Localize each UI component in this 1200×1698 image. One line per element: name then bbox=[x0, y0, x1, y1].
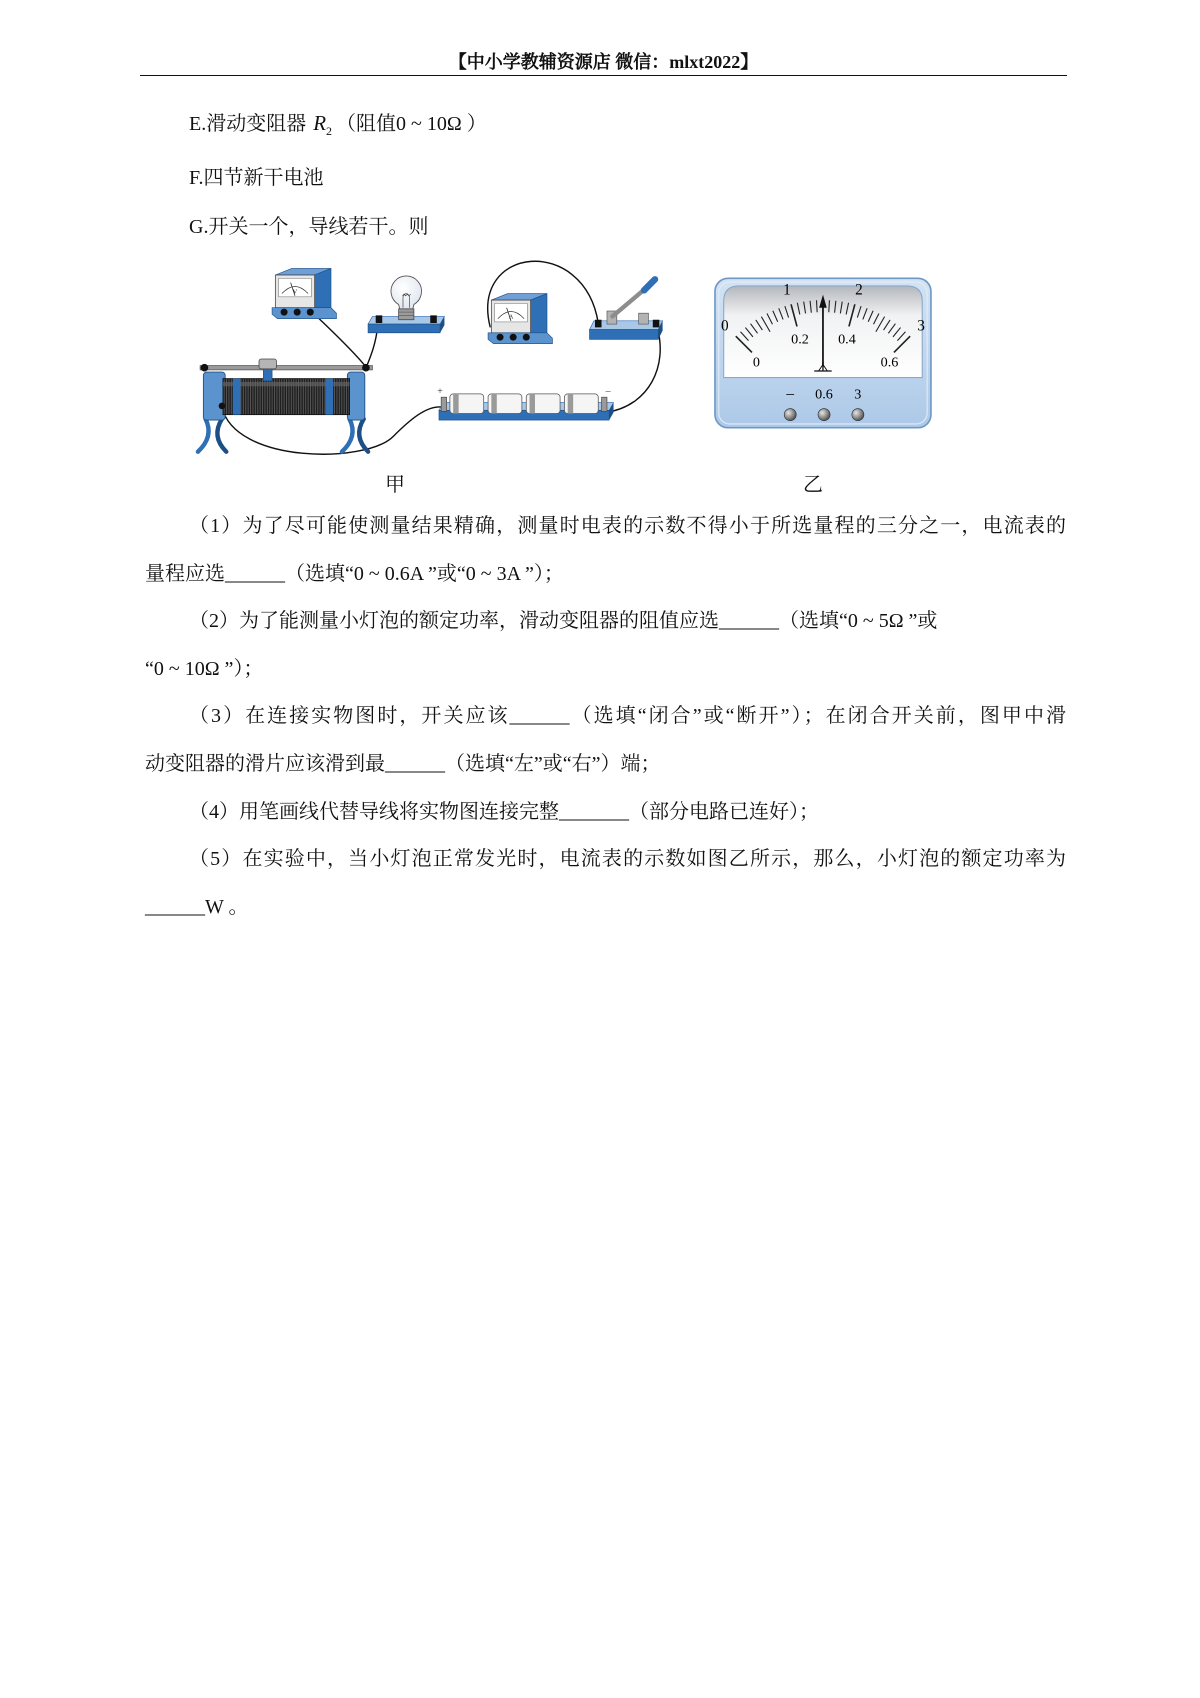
figure-caption-yi: 乙 bbox=[803, 474, 823, 496]
battery-minus-label: – bbox=[605, 385, 611, 397]
rheostat-terminal-right-top bbox=[362, 364, 370, 372]
voltmeter-side bbox=[314, 268, 330, 307]
bulb-board bbox=[368, 276, 444, 333]
figure-caption-jia: 甲 bbox=[385, 474, 405, 496]
dial-lower-label: 0.2 bbox=[790, 331, 809, 348]
option-e-symbol: R bbox=[313, 111, 327, 135]
voltmeter bbox=[272, 268, 336, 318]
bulb-glass bbox=[390, 276, 421, 309]
dial-terminal-knob bbox=[851, 409, 863, 421]
rheostat-terminal-bottom bbox=[218, 403, 225, 410]
bulb-board-front bbox=[368, 324, 440, 333]
switch-board-front bbox=[589, 329, 658, 339]
header-divider bbox=[140, 75, 1067, 76]
ammeter-terminal bbox=[522, 334, 529, 341]
dial-terminal-label: 0.6 bbox=[814, 386, 833, 403]
question-1-line-1: （1）为了尽可能使测量结果精确，测量时电表的示数不得小于所选量程的三分之一，电流表的 bbox=[189, 515, 1066, 537]
option-e-label: E.滑动变阻器 bbox=[189, 113, 307, 135]
voltmeter-terminal bbox=[280, 308, 287, 315]
question-5-line-2: ______W 。 bbox=[145, 895, 249, 918]
question-2-line-2: “0 ~ 10Ω ”）； bbox=[145, 657, 264, 680]
battery-end-plus bbox=[441, 397, 446, 411]
battery-pack bbox=[437, 386, 613, 420]
wire-switch-to-battery bbox=[605, 327, 659, 412]
page-header-title: 【中小学教辅资源店 微信：mlxt2022】 bbox=[448, 52, 759, 72]
rheostat-right-leg bbox=[359, 419, 368, 452]
rheostat-right-leg bbox=[341, 419, 352, 452]
dial-terminal-knob bbox=[784, 409, 796, 421]
rheostat-band bbox=[325, 379, 333, 415]
rheostat-slider-contact bbox=[263, 369, 272, 381]
rheostat-left-leg bbox=[197, 419, 208, 452]
rheostat-band bbox=[232, 379, 240, 415]
dial-upper-label: 1 bbox=[782, 281, 791, 299]
dial-terminal-knob bbox=[818, 409, 830, 421]
ammeter-side bbox=[530, 293, 546, 332]
question-3-line-2: 动变阻器的滑片应该滑到最______（选填“左”或“右”）端； bbox=[145, 752, 661, 775]
dial-terminal-label: – bbox=[785, 385, 794, 403]
dial-upper-label: 2 bbox=[854, 281, 863, 299]
voltmeter-label: V bbox=[292, 288, 297, 296]
bulb-board-post bbox=[430, 315, 437, 323]
question-list bbox=[145, 503, 1066, 931]
rheostat-terminal-left-top bbox=[200, 364, 208, 372]
ammeter-terminal bbox=[509, 334, 516, 341]
option-f: F.四节新干电池 bbox=[189, 167, 324, 189]
rheostat bbox=[197, 359, 372, 452]
ammeter-terminal bbox=[496, 334, 503, 341]
knife-switch bbox=[589, 279, 662, 339]
dial-lower-label: 0.6 bbox=[880, 354, 898, 371]
switch-handle bbox=[644, 279, 655, 290]
voltmeter-terminal bbox=[306, 308, 313, 315]
bulb-socket bbox=[398, 309, 413, 320]
dial-lower-label: 0.4 bbox=[837, 331, 856, 348]
question-5-line-1: （5）在实验中，当小灯泡正常发光时，电流表的示数如图乙所示，那么，小灯泡的额定功率为 bbox=[189, 848, 1066, 871]
switch-post-right bbox=[652, 320, 659, 328]
battery-cell-band bbox=[567, 394, 572, 414]
option-e bbox=[189, 99, 487, 155]
rheostat-rod bbox=[200, 365, 372, 369]
dial-upper-label: 3 bbox=[916, 317, 925, 335]
voltmeter-terminal bbox=[293, 308, 300, 315]
dial-terminal-label: 3 bbox=[853, 386, 861, 403]
rheostat-slider bbox=[258, 359, 275, 369]
dial-minor-tick bbox=[828, 300, 829, 312]
battery-end-minus bbox=[601, 397, 606, 411]
ammeter bbox=[488, 293, 552, 343]
battery-cell-band bbox=[491, 394, 496, 414]
option-g: G.开关一个，导线若干。则 bbox=[189, 216, 429, 238]
ammeter-dial bbox=[714, 278, 930, 427]
battery-cell-band bbox=[529, 394, 534, 414]
ammeter-label: A bbox=[508, 313, 513, 321]
experiment-figure bbox=[175, 251, 950, 469]
bulb-board-post bbox=[375, 315, 382, 323]
wire-voltmeter-to-rheostat bbox=[312, 312, 364, 365]
question-1-line-2: 量程应选______（选填“0 ~ 0.6A ”或“0 ~ 3A ”）； bbox=[145, 562, 564, 585]
question-3-line-1: （3）在连接实物图时，开关应该______（选填“闭合”或“断开”）；在闭合开关前，图甲中滑 bbox=[189, 705, 1066, 728]
question-4-line-1: （4）用笔画线代替导线将实物图连接完整_______（部分电路已连好）； bbox=[189, 800, 819, 823]
option-e-detail: （阻值0 ~ 10Ω ） bbox=[336, 113, 487, 135]
dial-minor-tick bbox=[816, 300, 817, 312]
battery-plus-label: + bbox=[436, 385, 443, 397]
battery-cell-band bbox=[453, 394, 458, 414]
option-e-subscript: 2 bbox=[326, 124, 333, 138]
switch-post-left bbox=[594, 320, 601, 328]
question-2-line-1: （2）为了能测量小灯泡的额定功率，滑动变阻器的阻值应选______（选填“0 ~ 5Ω ”或 bbox=[189, 610, 938, 633]
dial-lower-label: 0 bbox=[752, 354, 760, 371]
dial-upper-label: 0 bbox=[720, 317, 729, 335]
rheostat-left-end bbox=[203, 372, 225, 420]
rheostat-left-leg bbox=[217, 419, 226, 452]
switch-clip bbox=[638, 313, 648, 324]
